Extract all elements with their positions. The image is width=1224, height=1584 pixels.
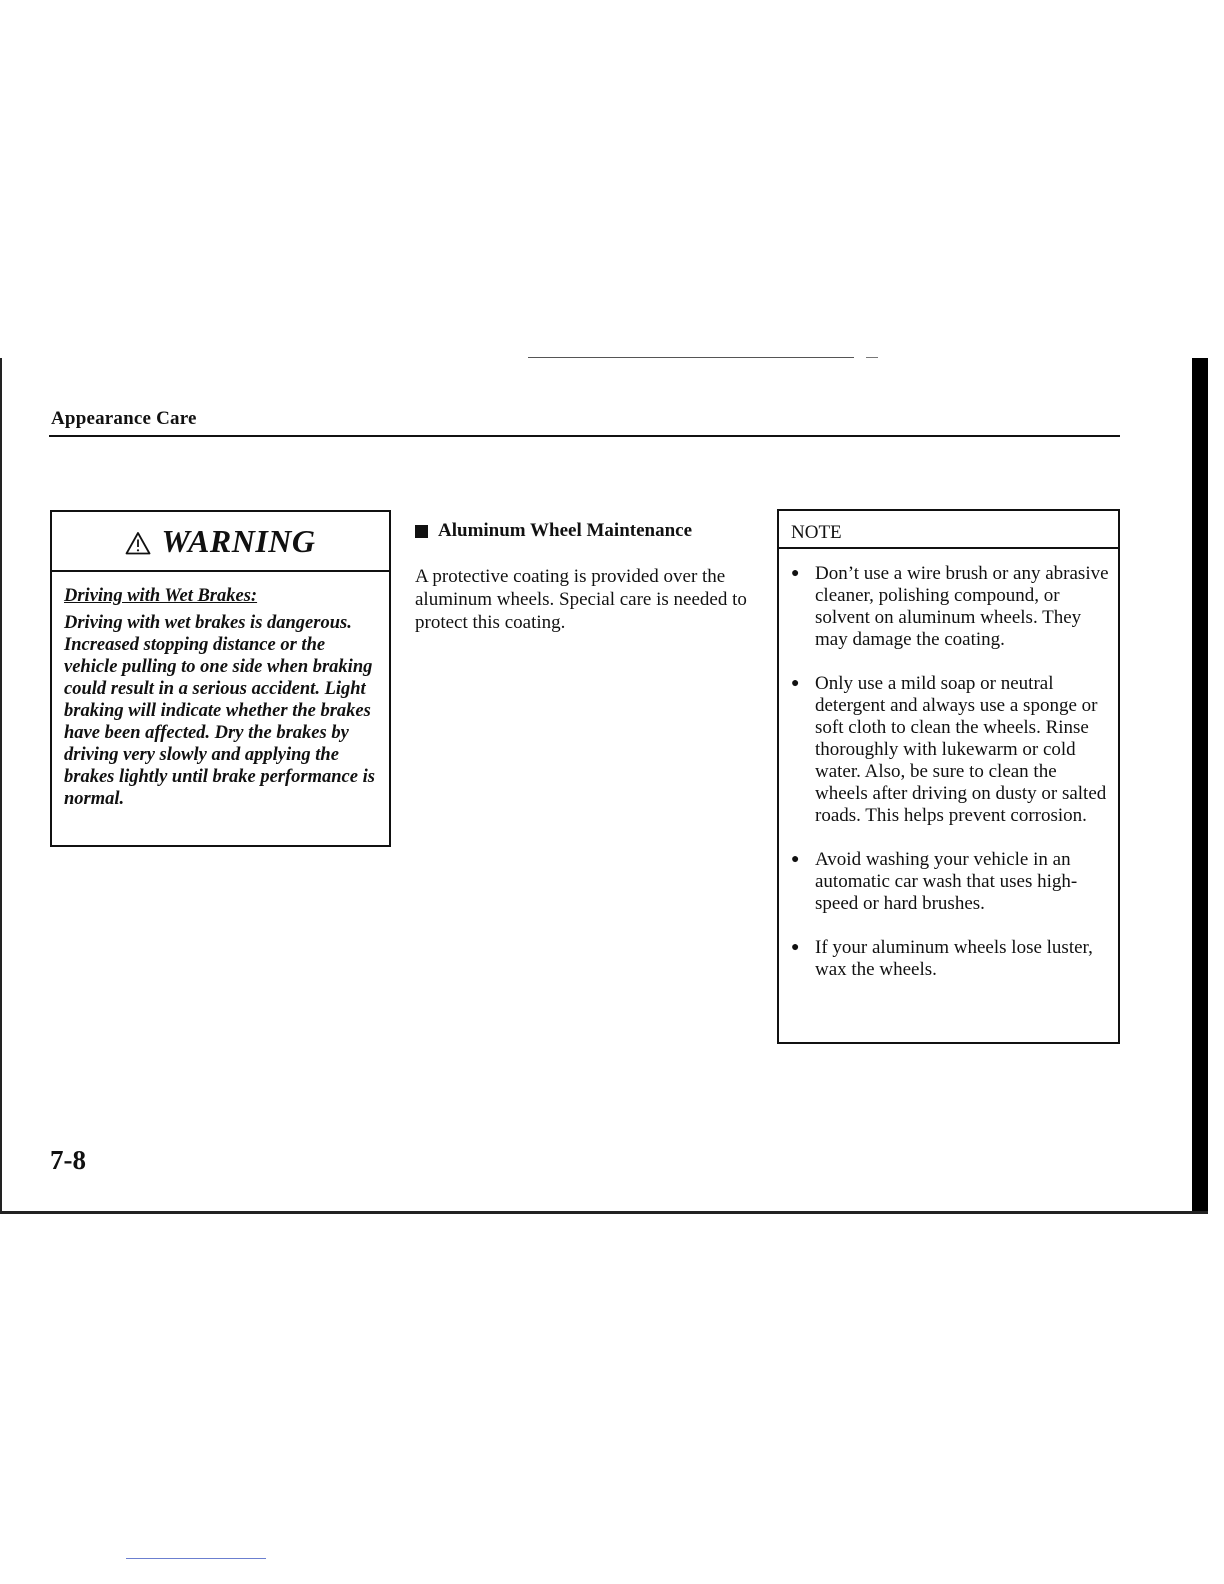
note-title: NOTE xyxy=(779,511,1118,549)
warning-text: Driving with wet brakes is dangerous. Increased stopping distance or the vehicle pulling to one side when braking could result in a serious accident. Light braking will indicate whether the brakes have been affected. Dry the brakes by driving very slowly and applying the brakes lightly until brake performance is normal. xyxy=(64,613,375,809)
warning-triangle-icon xyxy=(125,531,151,555)
list-item xyxy=(791,673,1110,827)
warning-box xyxy=(50,510,391,847)
page-border-left xyxy=(0,358,2,1214)
warning-title: WARNING xyxy=(161,522,316,559)
maintenance-section xyxy=(415,520,760,634)
section-title: Appearance Care xyxy=(51,408,197,429)
page-border-bottom xyxy=(0,1211,1208,1214)
bullet-icon: ● xyxy=(791,566,800,581)
bullet-icon: ● xyxy=(791,852,800,867)
list-item xyxy=(791,563,1110,651)
list-item xyxy=(791,937,1110,981)
note-item-text: Avoid washing your vehicle in an automatic car wash that uses high-speed or hard brushes. xyxy=(815,849,1078,914)
warning-subheading: Driving with Wet Brakes: xyxy=(64,586,258,606)
page-number: 7-8 xyxy=(50,1145,86,1175)
bullet-icon: ● xyxy=(791,940,800,955)
header-rule xyxy=(49,435,1120,437)
warning-body xyxy=(52,572,389,810)
note-box xyxy=(777,509,1120,1044)
note-item-text: If your aluminum wheels lose luster, wax the wheels. xyxy=(815,937,1093,980)
maintenance-heading: Aluminum Wheel Maintenance xyxy=(438,520,693,541)
list-item xyxy=(791,849,1110,915)
top-scan-line xyxy=(528,357,854,358)
page-border-right xyxy=(1192,358,1208,1214)
maintenance-heading-row xyxy=(415,520,760,542)
top-scan-mark xyxy=(866,357,878,358)
bottom-scan-line xyxy=(126,1558,266,1559)
maintenance-text: A protective coating is provided over the aluminum wheels. Special care is needed to protect this coating. xyxy=(415,566,747,633)
note-item-text: Only use a mild soap or neutral detergent and always use a sponge or soft cloth to clean the wheels. Rinse thoroughly with lukewarm or cold water. Also, be sure to clean the wheels after driving on dusty or salted roads. This helps prevent corrosion. xyxy=(815,673,1107,826)
note-item-text: Don’t use a wire brush or any abrasive cleaner, polishing compound, or solvent on aluminum wheels. They may damage the coating. xyxy=(815,563,1109,650)
note-list xyxy=(779,549,1118,981)
bullet-icon: ● xyxy=(791,676,800,691)
square-bullet-icon xyxy=(415,525,428,538)
warning-header xyxy=(52,512,389,572)
